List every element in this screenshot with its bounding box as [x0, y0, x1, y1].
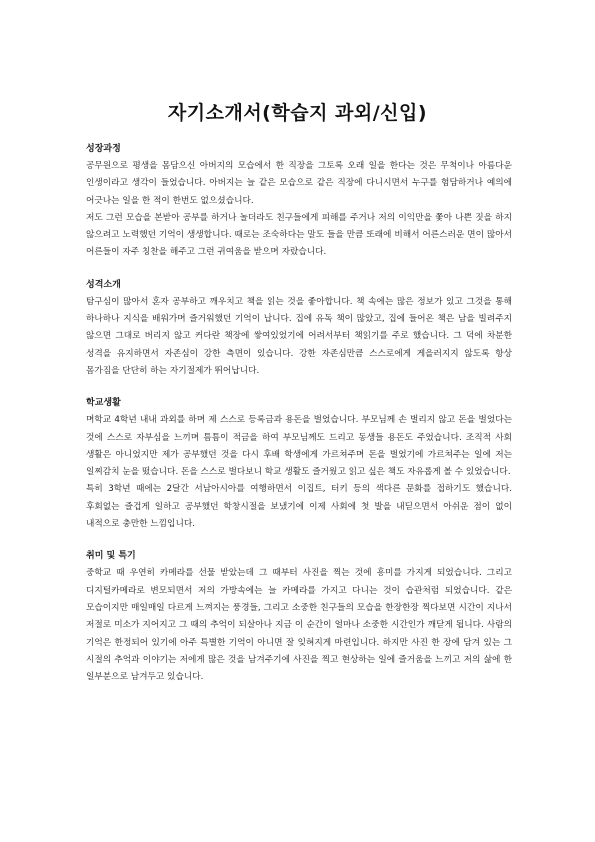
section-heading: 학교생활 [86, 398, 121, 409]
section-paragraph: 특히 3학년 때에는 2달간 서남아시아를 여행하면서 이집트, 터키 등의 색다른 문화를 접하기도 했습니다. 후회없는 즐겁게 일하고 공부했던 학창시절을 보냈기에 이제 사회에 첫 발을 내딛으면서 아쉬운 점이 없이 내적으로 충만한 느낌입니다. [86, 484, 512, 530]
section-growth [86, 142, 512, 262]
section-personality [86, 278, 512, 380]
section-paragraph: 며학교 4학년 내내 과외를 하며 제 스스로 등록금과 용돈을 벌었습니다. 부모님께 손 벌리지 않고 돈을 벌었다는 것에 스스로 자부심을 느끼며 틈틈이 적금을 하여 부모님께도 드리고 동생들 용돈도 주었습니다. 조직적 사회 생활은 아니었지만 제가 공부했던 것을 다시 후배 학생에게 가르쳐주며 돈을 벌었기에 가르쳐주는 일에 저는 일찌감치 눈을 떴습니다. 돈을 스스로 벌다보니 학교 생활도 즐거웠고 읽고 싶은 책도 자유롭게 볼 수 있었습니다. [86, 415, 512, 478]
section-heading: 성격소개 [86, 279, 121, 290]
section-hobbies [86, 549, 512, 686]
section-school-life [86, 396, 512, 533]
section-paragraph: 중학교 때 우연히 카메라를 선물 받았는데 그 때부터 사진을 찍는 것에 흥미를 가지게 되었습니다. 그리고 디지털카메라로 변모되면서 저의 가방속에는 늘 카메라를 가지고 다니는 것이 습관처럼 되었습니다. 같은 모습이지만 매일매일 다르게 느껴지는 풍경들, 그리고 소중한 친구들의 모습을 한장한장 찍다보면 시간이 지나서 저절로 미소가 지어지고 그 때의 추억이 되살아나 지금 이 순간이 얼마나 소중한 시간인가 깨닫게 됩니다. 사람의 기억은 한정되어 있기에 아주 특별한 기억이 아니면 잘 잊혀지게 마련입니다. 하지만 사진 한 장에 담겨 있는 그 시절의 추억과 이야기는 저에게 많은 것을 남겨주기에 사진을 찍고 현상하는 일에 즐거움을 느끼고 저의 삶에 한 일부분으로 남겨두고 있습니다. [86, 568, 512, 683]
section-paragraph: 탐구심이 많아서 혼자 공부하고 깨우치고 책을 읽는 것을 좋아합니다. 책 속에는 많은 정보가 있고 그것을 통해 하나하나 지식을 배워가며 즐거워했던 기억이 납니다. 집에 유독 책이 많았고, 집에 들어온 책은 남을 빌려주지 않으면 그대로 버리지 않고 커다란 책장에 쌓여있었기에 어려서부터 책읽기를 주로 했습니다. 그 덕에 차분한 성격을 유지하면서 자존심이 강한 측면이 있습니다. 강한 자존심만큼 스스로에게 게을러지지 않도록 항상 몸가짐을 단단히 하는 자기절제가 뛰어납니다. [86, 296, 512, 376]
section-paragraph: 저도 그런 모습을 본받아 공부를 하거나 놀더라도 친구들에게 피해를 주거나 저의 이익만을 쫓아 나쁜 짓을 하지 않으려고 노력했던 기억이 생생합니다. 때로는 조숙하다는 말도 들을 만큼 또래에 비해서 어른스러운 면이 많아서 어른들이 자주 칭찬을 해주고 그런 귀여움을 받으며 자랐습니다. [86, 212, 512, 258]
section-heading: 성장과정 [86, 144, 121, 154]
section-paragraph: 공무원으로 평생을 몸담으신 아버지의 모습에서 한 직장을 그토록 오래 일을 한다는 것은 무척이나 아름다운 인생이라고 생각이 들었습니다. 아버지는 늘 같은 모습으로 같은 직장에 다니시면서 누구를 험담하거나 예의에 어긋나는 일을 한 적이 한번도 없으셨습니다. [86, 161, 512, 206]
section-heading: 취미 및 특기 [86, 551, 136, 562]
document-title: 자기소개서(학습지 과외/신입) [167, 102, 428, 124]
document-body [86, 142, 512, 702]
